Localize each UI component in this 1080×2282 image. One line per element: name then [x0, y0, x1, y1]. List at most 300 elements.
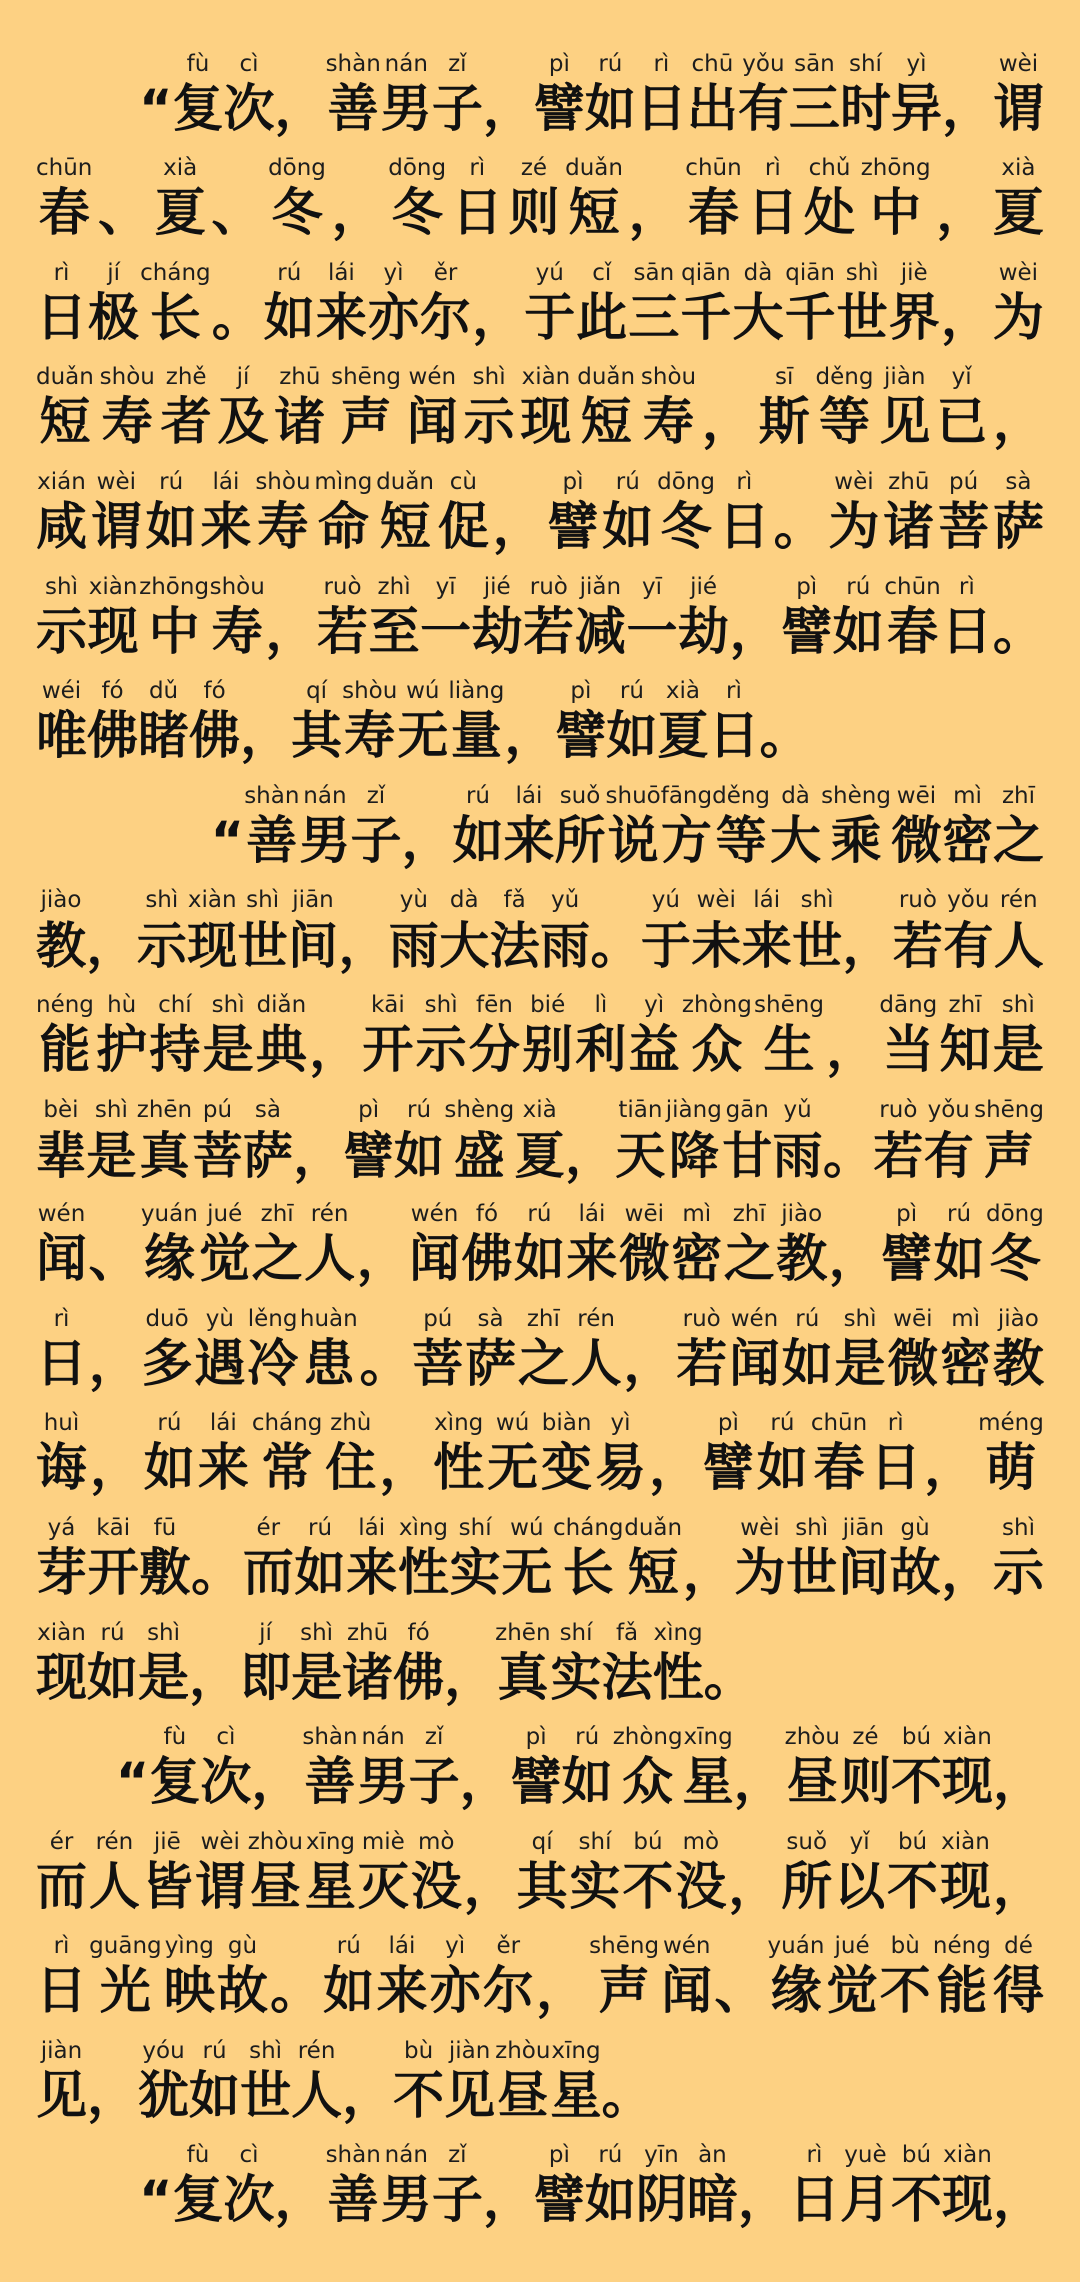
chinese-character: 闻	[728, 1334, 780, 1394]
pinyin-annotation: yuè	[844, 2142, 887, 2169]
character-with-pinyin	[993, 781, 1044, 873]
character-with-pinyin	[36, 885, 86, 977]
character-with-pinyin	[36, 572, 87, 664]
pinyin-annotation: jiàng	[665, 1096, 722, 1123]
chinese-character: 来	[346, 1543, 398, 1603]
character-with-pinyin	[199, 1199, 250, 1291]
character-with-pinyin	[344, 1095, 394, 1187]
pinyin-annotation: bié	[530, 991, 566, 1018]
pinyin-annotation: fó	[203, 678, 226, 705]
character-with-pinyin	[733, 258, 784, 350]
chinese-character: 现	[939, 1857, 991, 1917]
chinese-character: 日	[788, 2171, 840, 2231]
character-with-pinyin	[883, 467, 934, 559]
pinyin-annotation: mì	[953, 782, 982, 809]
pinyin-annotation: bú	[897, 1828, 928, 1855]
chinese-character: 三	[788, 79, 840, 139]
pinyin-annotation: nán	[361, 1724, 405, 1751]
chinese-character: 夏	[992, 184, 1044, 244]
character-with-pinyin	[409, 1722, 460, 1814]
chinese-character: 。	[773, 497, 825, 557]
character-with-pinyin	[411, 1827, 462, 1919]
chinese-character: 至	[368, 602, 420, 662]
character-with-pinyin	[487, 1408, 538, 1500]
character-with-pinyin	[661, 1931, 712, 2023]
pinyin-annotation: pì	[570, 678, 592, 705]
chinese-character: ，	[992, 1753, 1044, 1813]
text-line	[36, 1187, 1044, 1292]
pinyin-annotation: liàng	[448, 678, 505, 705]
pinyin-annotation: gān	[725, 1096, 769, 1123]
chinese-character: ，	[309, 1020, 361, 1080]
character-with-pinyin	[840, 2140, 891, 2232]
character-with-pinyin	[189, 2036, 240, 2128]
chinese-character: 未	[691, 917, 742, 976]
pinyin-annotation: rén	[577, 1305, 615, 1332]
pinyin-annotation: zhī	[732, 1201, 766, 1228]
character-with-pinyin	[36, 1199, 87, 1291]
pinyin-annotation: yì	[445, 1933, 466, 1960]
punctuation-mark	[993, 2140, 1044, 2232]
chinese-character: 典	[255, 1020, 307, 1080]
chinese-character: 日	[451, 184, 503, 244]
punctuation-mark	[464, 1827, 515, 1919]
pinyin-annotation: děng	[815, 364, 874, 391]
chinese-character: 夏	[657, 707, 709, 767]
chinese-character: 不	[890, 1753, 942, 1813]
character-with-pinyin	[198, 1408, 249, 1500]
text-line	[36, 664, 1044, 769]
chinese-character: 譬	[555, 707, 607, 767]
character-with-pinyin	[622, 1827, 673, 1919]
character-with-pinyin	[217, 362, 268, 454]
character-with-pinyin	[444, 2036, 495, 2128]
character-with-pinyin	[811, 1408, 867, 1500]
pinyin-annotation: zhī	[948, 991, 982, 1018]
punctuation-mark	[704, 1618, 755, 1710]
chinese-character: 复	[172, 79, 224, 139]
pinyin-annotation: zhòu	[784, 1724, 840, 1751]
chinese-character: 如	[189, 2066, 241, 2126]
chinese-character: 者	[160, 393, 212, 453]
pinyin-annotation: wén	[37, 1201, 86, 1228]
chinese-character: 男	[357, 1753, 409, 1813]
character-with-pinyin	[36, 990, 94, 1082]
chinese-character: 如	[87, 1648, 139, 1708]
character-with-pinyin	[785, 1722, 840, 1814]
pinyin-annotation: ěr	[496, 1933, 521, 1960]
chinese-character: 如	[294, 1543, 346, 1603]
punctuation-mark	[379, 1408, 430, 1500]
character-with-pinyin	[36, 258, 87, 350]
chinese-character: 为	[992, 288, 1044, 348]
pinyin-annotation: pì	[548, 2142, 570, 2169]
punctuation-mark	[189, 1618, 240, 1710]
chinese-character: 教	[992, 1334, 1044, 1394]
chinese-character: ，	[940, 288, 992, 348]
pinyin-annotation: yóu	[142, 2037, 185, 2064]
pinyin-annotation: rú	[159, 468, 184, 495]
pinyin-annotation: pú	[202, 1096, 233, 1123]
pinyin-annotation: jié	[690, 573, 717, 600]
pinyin-annotation: yìng	[164, 1933, 214, 1960]
character-with-pinyin	[879, 362, 930, 454]
pinyin-annotation: àn	[698, 2142, 727, 2169]
character-with-pinyin	[738, 49, 789, 141]
pinyin-annotation: zǐ	[366, 782, 386, 809]
chinese-character: 大	[732, 288, 784, 348]
pinyin-annotation: méng	[978, 1410, 1044, 1437]
pinyin-annotation: rén	[297, 2037, 336, 2064]
chinese-character: 开	[87, 1543, 139, 1603]
pinyin-annotation: shí	[559, 1619, 593, 1646]
pinyin-annotation: rú	[947, 1201, 972, 1228]
chinese-character: 寿	[101, 393, 153, 453]
character-with-pinyin	[606, 781, 661, 873]
character-with-pinyin	[986, 1199, 1044, 1291]
character-with-pinyin	[36, 1827, 87, 1919]
pinyin-annotation: pì	[717, 1410, 739, 1437]
chinese-character: 星	[550, 2066, 602, 2126]
character-with-pinyin	[87, 676, 138, 768]
chinese-character: ，	[842, 917, 893, 976]
text-line	[36, 1710, 1044, 1815]
character-with-pinyin	[433, 1408, 484, 1500]
pinyin-annotation: zhě	[165, 364, 207, 391]
chinese-character: 来	[566, 1230, 618, 1290]
character-with-pinyin	[515, 1095, 565, 1187]
pinyin-annotation: yú	[535, 259, 564, 286]
pinyin-annotation: rú	[406, 1096, 432, 1123]
punctuation-mark	[993, 1827, 1044, 1919]
pinyin-annotation: fǎ	[503, 887, 526, 914]
chinese-character: ，	[992, 1857, 1044, 1917]
character-with-pinyin	[299, 781, 350, 873]
pinyin-annotation: fó	[407, 1619, 430, 1646]
punctuation-mark	[401, 781, 452, 873]
punctuation-mark	[993, 572, 1044, 664]
chinese-character: 灭	[357, 1857, 409, 1917]
character-with-pinyin	[36, 1095, 86, 1187]
character-with-pinyin	[575, 990, 626, 1082]
character-with-pinyin	[666, 1095, 722, 1187]
punctuation-mark	[774, 467, 825, 559]
chinese-character: 昼	[497, 2066, 549, 2126]
pinyin-annotation: sān	[633, 259, 675, 286]
pinyin-annotation: nán	[384, 2142, 428, 2169]
character-with-pinyin	[393, 1618, 444, 1710]
pinyin-annotation: nán	[303, 782, 347, 809]
pinyin-annotation: xiàn	[521, 364, 571, 391]
character-with-pinyin	[577, 362, 635, 454]
character-with-pinyin	[288, 885, 338, 977]
punctuation-mark	[460, 1722, 511, 1814]
chinese-character: 性	[397, 1543, 449, 1603]
chinese-character: 佛	[189, 707, 241, 767]
character-with-pinyin	[759, 362, 810, 454]
chinese-character: 。	[822, 1126, 873, 1185]
character-with-pinyin	[924, 1095, 974, 1187]
pinyin-annotation: rì	[53, 1933, 70, 1960]
pinyin-annotation: bú	[633, 1828, 663, 1855]
chinese-character: 如	[263, 288, 315, 348]
chinese-character: 及	[217, 393, 269, 453]
chinese-character: ，	[628, 184, 680, 244]
pinyin-annotation: shòu	[99, 364, 155, 391]
character-with-pinyin	[680, 258, 731, 350]
character-with-pinyin	[217, 1931, 268, 2023]
pinyin-annotation: zhòu	[247, 1828, 303, 1855]
pinyin-annotation: cháng	[251, 1410, 323, 1437]
character-with-pinyin	[994, 885, 1044, 977]
pinyin-annotation: wèi	[696, 887, 736, 914]
character-with-pinyin	[495, 2036, 550, 2128]
pinyin-annotation: xià	[522, 1096, 557, 1123]
chinese-character: 现	[36, 1648, 88, 1708]
character-with-pinyin	[450, 1513, 501, 1605]
chinese-character: 、	[211, 184, 263, 244]
character-with-pinyin	[821, 781, 891, 873]
pinyin-annotation: yú	[651, 887, 680, 914]
character-with-pinyin	[517, 1827, 568, 1919]
pinyin-annotation: suǒ	[786, 1828, 828, 1855]
pinyin-annotation: fēn	[475, 991, 513, 1018]
chinese-character: 众	[691, 1020, 743, 1080]
pinyin-annotation: ruò	[682, 1305, 721, 1332]
punctuation-mark	[211, 153, 262, 245]
character-with-pinyin	[619, 1199, 670, 1291]
chinese-character: 雨	[540, 917, 591, 976]
character-with-pinyin	[173, 49, 224, 141]
character-with-pinyin	[770, 781, 821, 873]
chinese-character: 譬	[881, 1230, 933, 1290]
chinese-character: 光	[99, 1962, 151, 2022]
pinyin-annotation: wéi	[41, 678, 82, 705]
chinese-character: 月	[839, 2171, 891, 2231]
pinyin-annotation: rú	[615, 468, 640, 495]
punctuation-mark	[623, 1304, 674, 1396]
chinese-character: 犹	[138, 2066, 190, 2126]
character-with-pinyin	[870, 1408, 921, 1500]
chinese-character: 是	[86, 1126, 137, 1185]
character-with-pinyin	[624, 1513, 682, 1605]
character-with-pinyin	[393, 2036, 444, 2128]
character-with-pinyin	[729, 1304, 780, 1396]
punctuation-mark	[342, 2036, 393, 2128]
chinese-character: 天	[615, 1126, 666, 1185]
character-with-pinyin	[523, 572, 574, 664]
chinese-character: ，	[828, 1230, 880, 1290]
pinyin-annotation: rú	[202, 2037, 227, 2064]
pinyin-annotation: xiàn	[943, 2142, 992, 2169]
chinese-character: 命	[317, 497, 369, 557]
punctuation-mark	[338, 885, 388, 977]
pinyin-annotation: pì	[796, 573, 818, 600]
character-with-pinyin	[248, 1827, 303, 1919]
character-with-pinyin	[268, 153, 326, 245]
pinyin-annotation: zhēn	[136, 1096, 193, 1123]
chinese-character: 春	[687, 184, 739, 244]
pinyin-annotation: xiàn	[943, 1724, 992, 1751]
character-with-pinyin	[514, 1199, 565, 1291]
character-with-pinyin	[149, 1722, 200, 1814]
punctuation-mark	[240, 676, 291, 768]
pinyin-annotation: shì	[300, 1619, 334, 1646]
pinyin-annotation: rì	[806, 2142, 823, 2169]
pinyin-annotation: duǎn	[36, 364, 94, 391]
chinese-character: 谓	[992, 79, 1044, 139]
chinese-character: 男	[380, 79, 432, 139]
chinese-character: 以	[834, 1857, 886, 1917]
pinyin-annotation: bú	[901, 1724, 932, 1751]
character-with-pinyin	[657, 676, 708, 768]
character-with-pinyin	[200, 1722, 251, 1814]
pinyin-annotation: rì	[53, 1305, 70, 1332]
chinese-character: 出	[686, 79, 738, 139]
chinese-character: ，	[492, 497, 544, 557]
pinyin-annotation: shèng	[444, 1096, 515, 1123]
character-with-pinyin	[555, 781, 606, 873]
pinyin-annotation: yì	[644, 991, 665, 1018]
chinese-character: 如	[145, 497, 197, 557]
chinese-character: 暗	[686, 2171, 738, 2231]
pinyin-annotation: wēi	[893, 1305, 933, 1332]
pinyin-annotation: pì	[358, 1096, 380, 1123]
pinyin-annotation: rú	[308, 1514, 333, 1541]
character-with-pinyin	[247, 1304, 298, 1396]
pinyin-annotation: chūn	[36, 155, 93, 182]
chinese-character: 教	[36, 917, 86, 976]
punctuation-mark	[941, 1513, 992, 1605]
chinese-character: 是	[291, 1648, 343, 1708]
text-line	[36, 1396, 1044, 1501]
chinese-character: 日	[36, 288, 88, 348]
chinese-character: 示	[463, 393, 515, 453]
chinese-character: ，	[992, 2171, 1044, 2231]
pinyin-annotation: zé	[852, 1724, 879, 1751]
chinese-character: 常	[261, 1439, 313, 1499]
character-with-pinyin	[943, 885, 993, 977]
punctuation-mark	[275, 2140, 326, 2232]
chinese-character: 于	[640, 917, 691, 976]
character-with-pinyin	[381, 2140, 432, 2232]
chinese-character: 而	[36, 1857, 88, 1917]
chinese-character: 夏	[154, 184, 206, 244]
character-with-pinyin	[36, 1931, 87, 2023]
chinese-character: 密	[940, 1334, 992, 1394]
chinese-character: 所	[781, 1857, 833, 1917]
punctuation-mark	[601, 2036, 652, 2128]
pinyin-annotation: pú	[949, 468, 979, 495]
character-with-pinyin	[685, 153, 741, 245]
chinese-character: 见	[36, 2066, 88, 2126]
character-with-pinyin	[540, 885, 590, 977]
character-with-pinyin	[409, 1199, 460, 1291]
chinese-character: 法	[489, 917, 540, 976]
pinyin-annotation: pì	[548, 50, 570, 77]
pinyin-annotation: zhū	[888, 468, 930, 495]
pinyin-annotation: rì	[764, 155, 781, 182]
chinese-character: 中	[148, 602, 200, 662]
pinyin-annotation: yǒu	[927, 1096, 970, 1123]
chinese-character: 斯	[758, 393, 810, 453]
pinyin-annotation: zhū	[346, 1619, 389, 1646]
character-with-pinyin	[314, 467, 372, 559]
character-with-pinyin	[879, 990, 937, 1082]
character-with-pinyin	[884, 572, 940, 664]
pinyin-annotation: cì	[239, 50, 259, 77]
character-with-pinyin	[200, 467, 251, 559]
character-with-pinyin	[511, 1722, 562, 1814]
chinese-character: 若	[523, 602, 575, 662]
character-with-pinyin	[252, 1199, 303, 1291]
character-with-pinyin	[675, 1827, 726, 1919]
character-with-pinyin	[641, 885, 691, 977]
character-with-pinyin	[553, 1513, 624, 1605]
pinyin-annotation: qí	[531, 1828, 553, 1855]
chinese-character: 闻	[36, 1230, 88, 1290]
character-with-pinyin	[541, 1408, 592, 1500]
chinese-character: 。	[590, 917, 641, 976]
character-with-pinyin	[940, 1304, 991, 1396]
chinese-character: 长	[149, 288, 201, 348]
chinese-character: 人	[291, 2066, 343, 2126]
pinyin-annotation: dǔ	[148, 678, 179, 705]
chinese-character: 譬	[533, 2171, 585, 2231]
chinese-character: 菩	[938, 497, 990, 557]
character-with-pinyin	[469, 990, 520, 1082]
character-with-pinyin	[317, 572, 368, 664]
character-with-pinyin	[781, 1827, 832, 1919]
chinese-character: 短	[580, 393, 632, 453]
pinyin-annotation: fāng	[660, 782, 713, 809]
pinyin-annotation: néng	[932, 1933, 991, 1960]
pinyin-annotation: fó	[101, 678, 124, 705]
chinese-character: 现	[520, 393, 572, 453]
pinyin-annotation: shì	[211, 991, 245, 1018]
character-with-pinyin	[891, 49, 942, 141]
chinese-character: 甘	[722, 1126, 773, 1185]
character-with-pinyin	[890, 1513, 941, 1605]
pinyin-annotation: shàn	[302, 1724, 358, 1751]
pinyin-annotation: lái	[327, 259, 355, 286]
chinese-character: 益	[628, 1020, 680, 1080]
chinese-character: 劫	[678, 602, 730, 662]
pinyin-annotation: dà	[781, 782, 810, 809]
pinyin-annotation: wèi	[998, 259, 1039, 286]
chinese-character: 短	[568, 184, 620, 244]
character-with-pinyin	[342, 676, 397, 768]
pinyin-annotation: sān	[794, 50, 835, 77]
pinyin-annotation: yī	[435, 573, 456, 600]
punctuation-mark	[275, 49, 326, 141]
pinyin-annotation: shì	[843, 1305, 877, 1332]
chinese-character: 能	[936, 1962, 988, 2022]
chinese-character: 得	[992, 1962, 1044, 2022]
character-with-pinyin	[420, 258, 471, 350]
chinese-character: 则	[839, 1753, 891, 1813]
character-with-pinyin	[522, 990, 573, 1082]
character-with-pinyin	[438, 467, 489, 559]
chinese-character: 若	[892, 917, 943, 976]
pinyin-annotation: chǔ	[808, 155, 851, 182]
pinyin-annotation: pì	[562, 468, 584, 495]
chinese-character: 亦	[429, 1962, 481, 2022]
pinyin-annotation: duǎn	[624, 1514, 683, 1541]
chinese-character: 现	[941, 1753, 993, 1813]
character-with-pinyin	[326, 2140, 381, 2232]
character-with-pinyin	[388, 153, 446, 245]
